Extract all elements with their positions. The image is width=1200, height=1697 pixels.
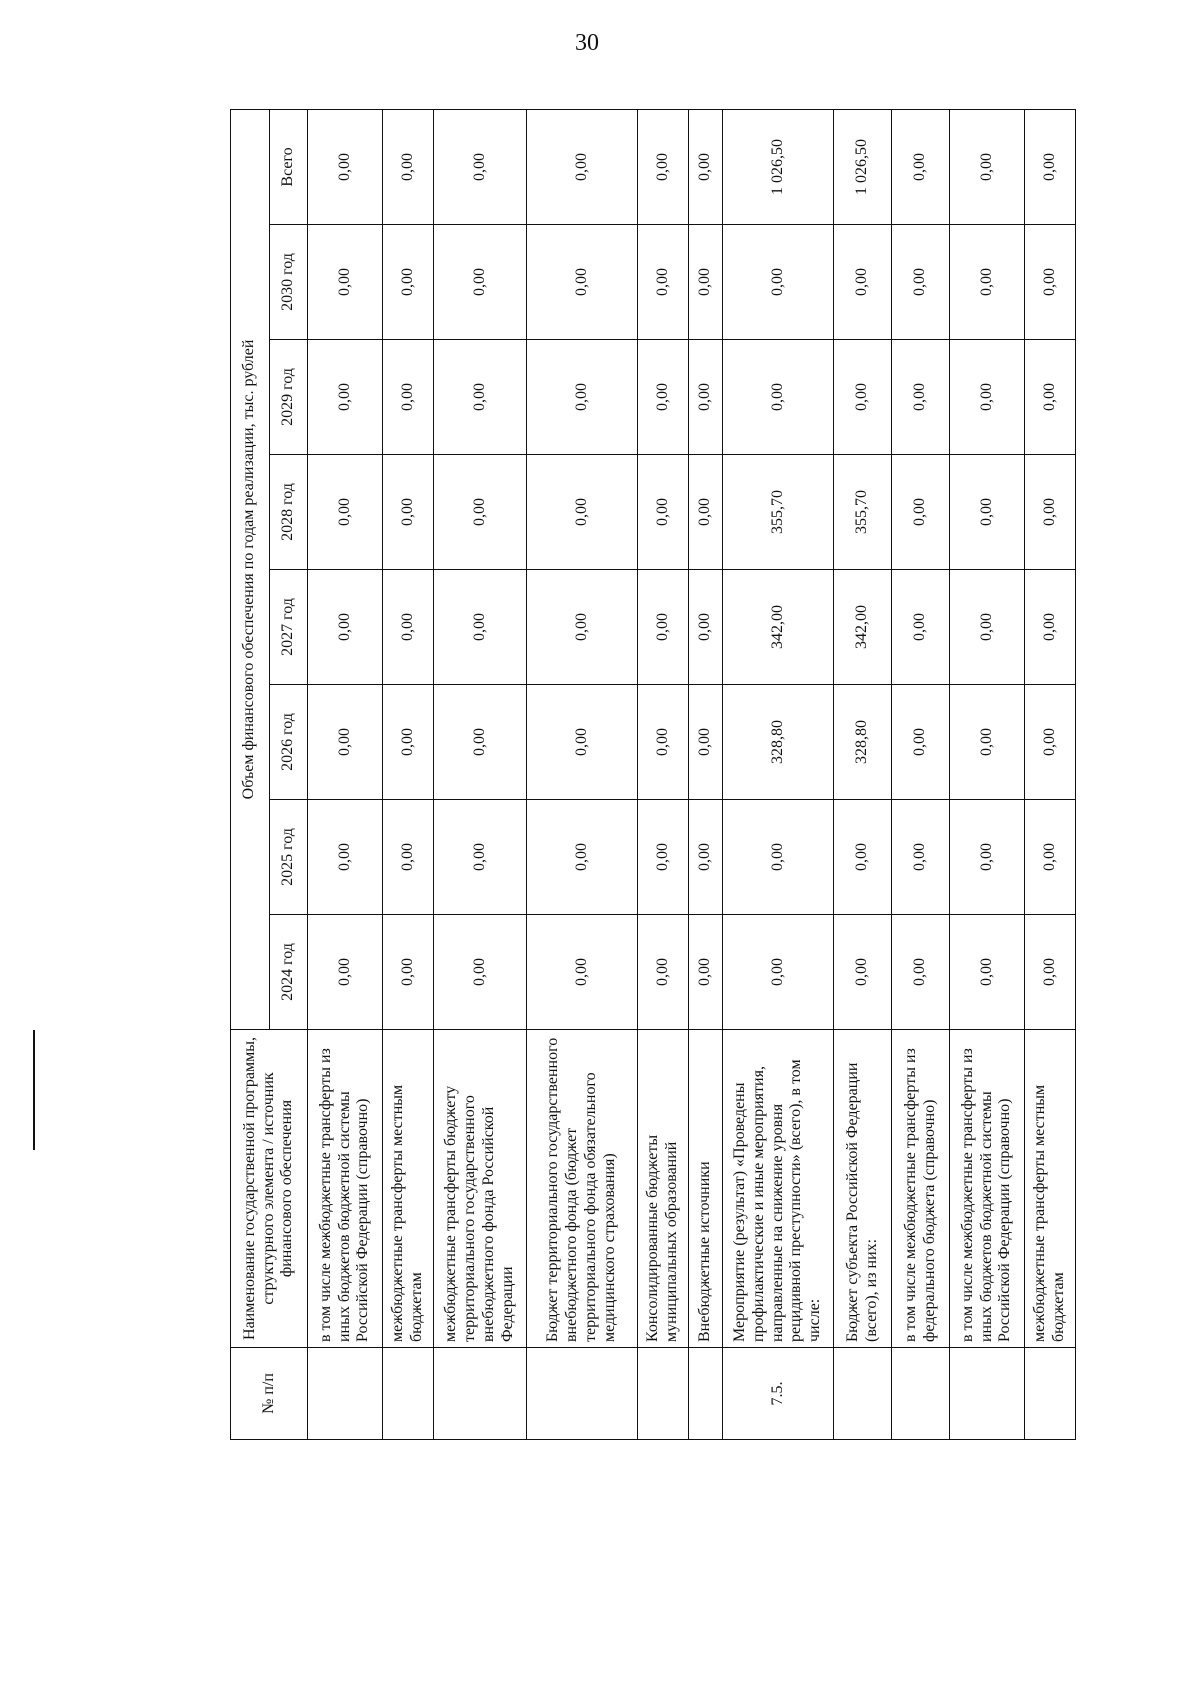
row-number (434, 1348, 527, 1440)
value-cell: 0,00 (950, 570, 1025, 685)
header-name: Наименование государственной программы, структурного элемента / источник финансового обеспечения (231, 1030, 308, 1348)
value-cell: 0,00 (892, 570, 950, 685)
value-cell: 0,00 (892, 685, 950, 800)
value-cell: 0,00 (308, 570, 383, 685)
header-year: 2029 год (269, 340, 308, 455)
table-row (1025, 109, 1076, 1439)
table-row (308, 109, 383, 1439)
value-cell: 0,00 (892, 340, 950, 455)
table-row (527, 109, 638, 1439)
value-cell: 0,00 (638, 225, 689, 340)
value-cell: 0,00 (434, 340, 527, 455)
row-name: в том числе межбюджетные трансферты из федерального бюджета (справочно) (892, 1030, 950, 1348)
row-number (950, 1348, 1025, 1440)
value-cell: 0,00 (638, 915, 689, 1030)
value-cell: 0,00 (434, 455, 527, 570)
value-cell: 0,00 (1025, 455, 1076, 570)
header-year: 2028 год (269, 455, 308, 570)
header-year: 2024 год (269, 915, 308, 1030)
row-name: межбюджетные трансферты местным бюджетам (383, 1030, 434, 1348)
value-cell: 0,00 (1025, 570, 1076, 685)
value-cell: 0,00 (892, 800, 950, 915)
value-cell: 0,00 (950, 800, 1025, 915)
value-cell: 0,00 (1025, 225, 1076, 340)
row-number (383, 1348, 434, 1440)
row-number (527, 1348, 638, 1440)
value-cell: 0,00 (1025, 685, 1076, 800)
value-cell: 0,00 (527, 340, 638, 455)
row-number (834, 1348, 892, 1440)
value-cell: 342,00 (723, 570, 834, 685)
table-row (834, 109, 892, 1439)
value-cell: 355,70 (723, 455, 834, 570)
value-cell: 0,00 (527, 455, 638, 570)
table-row (723, 109, 834, 1439)
value-cell: 0,00 (723, 225, 834, 340)
table-row (383, 109, 434, 1439)
total-cell: 0,00 (689, 109, 723, 224)
value-cell: 0,00 (689, 570, 723, 685)
value-cell: 0,00 (892, 455, 950, 570)
total-cell: 1 026,50 (834, 109, 892, 224)
value-cell: 0,00 (723, 800, 834, 915)
value-cell: 0,00 (723, 340, 834, 455)
table-body (308, 109, 1076, 1439)
value-cell: 0,00 (689, 225, 723, 340)
row-name: Бюджет субъекта Российской Федерации (всего), из них: (834, 1030, 892, 1348)
row-name: в том числе межбюджетные трансферты из иных бюджетов бюджетной системы Российской Федерации (справочно) (950, 1030, 1025, 1348)
value-cell: 355,70 (834, 455, 892, 570)
value-cell: 0,00 (723, 915, 834, 1030)
value-cell: 328,80 (834, 685, 892, 800)
value-cell: 0,00 (689, 455, 723, 570)
table-row (434, 109, 527, 1439)
table-row (638, 109, 689, 1439)
header-no: № п/п (231, 1348, 308, 1440)
value-cell: 0,00 (1025, 340, 1076, 455)
value-cell: 0,00 (950, 685, 1025, 800)
value-cell: 0,00 (308, 340, 383, 455)
value-cell: 0,00 (308, 455, 383, 570)
value-cell: 0,00 (527, 685, 638, 800)
value-cell: 0,00 (1025, 915, 1076, 1030)
value-cell: 342,00 (834, 570, 892, 685)
row-name: Мероприятие (результат) «Проведены профилактические и иные мероприятия, направленные на снижение уровня рецидивной преступности» (всего), в том числе: (723, 1030, 834, 1348)
financing-table (230, 109, 1076, 1440)
header-row-1 (231, 109, 270, 1439)
value-cell: 0,00 (689, 340, 723, 455)
margin-mark (33, 1030, 35, 1150)
header-year: 2030 год (269, 225, 308, 340)
total-cell: 0,00 (950, 109, 1025, 224)
value-cell: 0,00 (950, 455, 1025, 570)
row-name: межбюджетные трансферты бюджету территориального государственного внебюджетного фонда Российской Федерации (434, 1030, 527, 1348)
total-cell: 0,00 (308, 109, 383, 224)
value-cell: 0,00 (308, 915, 383, 1030)
value-cell: 0,00 (638, 340, 689, 455)
value-cell: 0,00 (834, 225, 892, 340)
value-cell: 0,00 (834, 340, 892, 455)
value-cell: 0,00 (434, 570, 527, 685)
value-cell: 0,00 (638, 455, 689, 570)
row-name: Консолидированные бюджеты муниципальных образований (638, 1030, 689, 1348)
value-cell: 0,00 (434, 800, 527, 915)
row-number (1025, 1348, 1076, 1440)
value-cell: 0,00 (638, 685, 689, 800)
value-cell: 0,00 (950, 225, 1025, 340)
total-cell: 0,00 (527, 109, 638, 224)
value-cell: 0,00 (308, 685, 383, 800)
value-cell: 0,00 (689, 685, 723, 800)
value-cell: 0,00 (527, 915, 638, 1030)
table-row (689, 109, 723, 1439)
value-cell: 0,00 (689, 800, 723, 915)
total-cell: 0,00 (434, 109, 527, 224)
row-number (689, 1348, 723, 1440)
row-name: межбюджетные трансферты местным бюджетам (1025, 1030, 1076, 1348)
total-cell: 0,00 (1025, 109, 1076, 224)
page-number: 30 (575, 30, 599, 56)
header-group: Объем финансового обеспечения по годам реализации, тыс. рублей (231, 109, 270, 1029)
header-year: 2026 год (269, 685, 308, 800)
value-cell: 0,00 (950, 340, 1025, 455)
total-cell: 0,00 (638, 109, 689, 224)
value-cell: 0,00 (383, 225, 434, 340)
value-cell: 0,00 (689, 915, 723, 1030)
value-cell: 0,00 (308, 225, 383, 340)
value-cell: 0,00 (383, 685, 434, 800)
value-cell: 0,00 (383, 340, 434, 455)
rotated-table-container (230, 110, 1067, 1440)
value-cell: 328,80 (723, 685, 834, 800)
header-year: 2027 год (269, 570, 308, 685)
value-cell: 0,00 (383, 570, 434, 685)
row-name: Бюджет территориального государственного внебюджетного фонда (бюджет территориального фонда обязательного медицинского страхования) (527, 1030, 638, 1348)
row-name: в том числе межбюджетные трансферты из иных бюджетов бюджетной системы Российской Федерации (справочно) (308, 1030, 383, 1348)
row-number (638, 1348, 689, 1440)
value-cell: 0,00 (383, 915, 434, 1030)
value-cell: 0,00 (1025, 800, 1076, 915)
row-name: Внебюджетные источники (689, 1030, 723, 1348)
value-cell: 0,00 (527, 800, 638, 915)
value-cell: 0,00 (434, 225, 527, 340)
header-year: 2025 год (269, 800, 308, 915)
value-cell: 0,00 (527, 570, 638, 685)
value-cell: 0,00 (638, 800, 689, 915)
value-cell: 0,00 (834, 915, 892, 1030)
value-cell: 0,00 (434, 685, 527, 800)
value-cell: 0,00 (527, 225, 638, 340)
table-row (950, 109, 1025, 1439)
value-cell: 0,00 (383, 800, 434, 915)
value-cell: 0,00 (834, 800, 892, 915)
row-number: 7.5. (723, 1348, 834, 1440)
value-cell: 0,00 (892, 915, 950, 1030)
value-cell: 0,00 (892, 225, 950, 340)
total-cell: 1 026,50 (723, 109, 834, 224)
total-cell: 0,00 (383, 109, 434, 224)
header-total: Всего (269, 109, 308, 224)
value-cell: 0,00 (383, 455, 434, 570)
row-number (892, 1348, 950, 1440)
table-row (892, 109, 950, 1439)
value-cell: 0,00 (950, 915, 1025, 1030)
total-cell: 0,00 (892, 109, 950, 224)
value-cell: 0,00 (308, 800, 383, 915)
value-cell: 0,00 (434, 915, 527, 1030)
value-cell: 0,00 (638, 570, 689, 685)
row-number (308, 1348, 383, 1440)
